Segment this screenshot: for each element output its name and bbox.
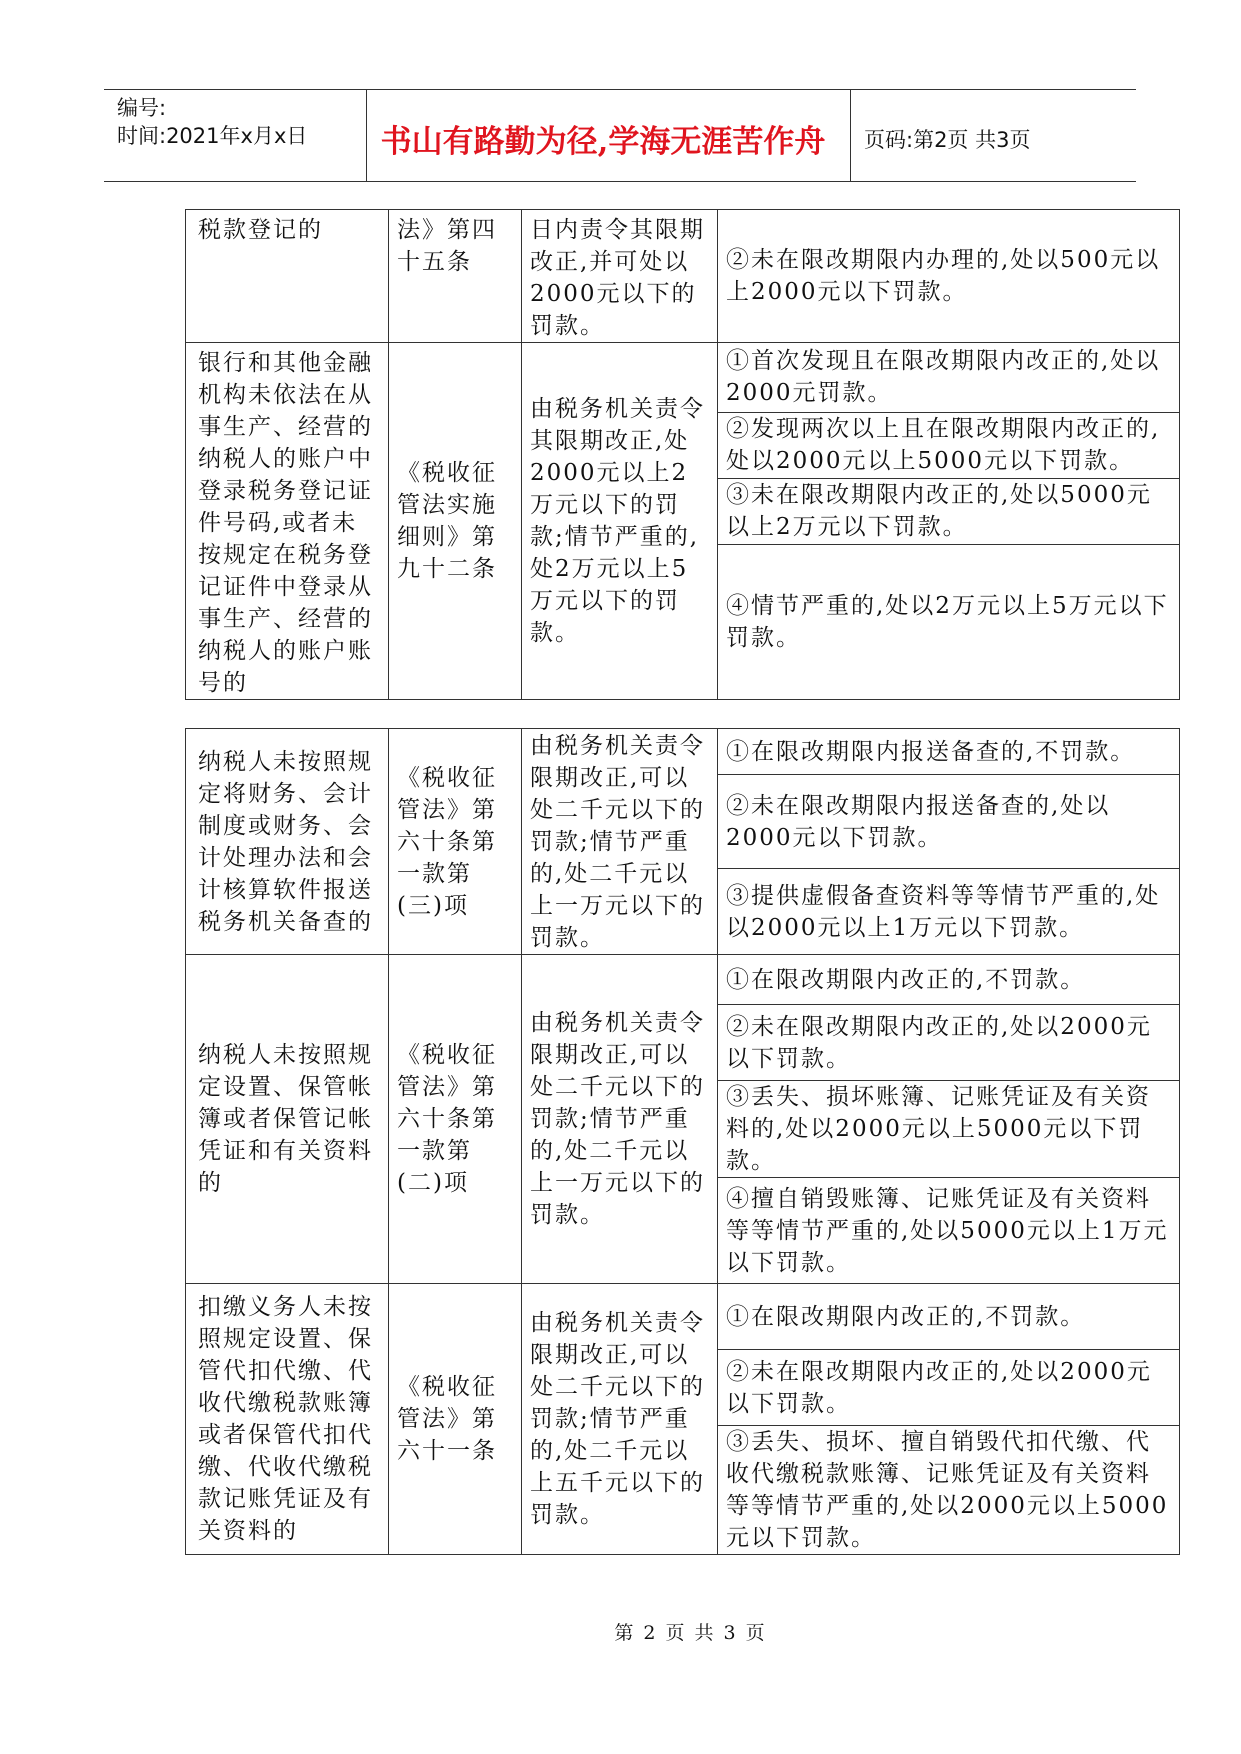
penalty-cell: 由税务机关责令限期改正,可以处二千元以下的罚款;情节严重的,处二千元以上一万元以下的罚款。 (522, 729, 718, 955)
violation-cell: 税款登记的 (186, 210, 389, 343)
penalty-table-2 (185, 728, 1180, 1555)
standard-cell: ②未在限改期限内改正的,处以2000元以下罚款。 (718, 1350, 1180, 1426)
standard-cell: ④情节严重的,处以2万元以上5万元以下罚款。 (718, 545, 1180, 700)
standard-cell: ②未在限改期限内改正的,处以2000元以下罚款。 (718, 1005, 1180, 1081)
penalty-cell: 由税务机关责令其限期改正,处2000元以上2万元以下的罚款;情节严重的,处2万元以上5万元以下的罚款。 (522, 343, 718, 700)
header-divider-right (850, 90, 851, 182)
law-cell: 《税收征管法》第六十一条 (389, 1284, 522, 1555)
standard-cell: ④擅自销毁账簿、记账凭证及有关资料等等情节严重的,处以5000元以上1万元以下罚款。 (718, 1178, 1180, 1284)
violation-cell: 银行和其他金融机构未依法在从事生产、经营的纳税人的账户中登录税务登记证件号码,或者未按规定在税务登记证件中登录从事生产、经营的纳税人的账户账号的 (186, 343, 389, 700)
table-row (186, 343, 1180, 413)
standard-cell: ②发现两次以上且在限改期限内改正的,处以2000元以上5000元以下罚款。 (718, 412, 1180, 478)
violation-cell: 扣缴义务人未按照规定设置、保管代扣代缴、代收代缴税款账簿或者保管代扣代缴、代收代缴税款记账凭证及有关资料的 (186, 1284, 389, 1555)
header-top-rule (104, 89, 1136, 90)
standard-cell: ①首次发现且在限改期限内改正的,处以2000元罚款。 (718, 343, 1180, 413)
penalty-cell: 由税务机关责令限期改正,可以处二千元以下的罚款;情节严重的,处二千元以上五千元以下的罚款。 (522, 1284, 718, 1555)
standard-cell: ③丢失、损坏账簿、记账凭证及有关资料的,处以2000元以上5000元以下罚款。 (718, 1081, 1180, 1178)
table-row (186, 955, 1180, 1005)
standard-cell: ③未在限改期限内改正的,处以5000元以上2万元以下罚款。 (718, 478, 1180, 545)
time-label: 时间:2021年x月x日 (117, 124, 308, 148)
standard-cell: ①在限改期限内改正的,不罚款。 (718, 955, 1180, 1005)
penalty-cell: 日内责令其限期改正,并可处以2000元以下的罚款。 (522, 210, 718, 343)
standard-cell: ②未在限改期限内办理的,处以500元以上2000元以下罚款。 (718, 210, 1180, 343)
standard-cell: ①在限改期限内报送备查的,不罚款。 (718, 729, 1180, 775)
table-row (186, 210, 1180, 343)
law-cell: 法》第四十五条 (389, 210, 522, 343)
page-label: 页码:第2页 共3页 (864, 128, 1031, 152)
violation-cell: 纳税人未按照规定设置、保管帐簿或者保管记帐凭证和有关资料的 (186, 955, 389, 1284)
law-cell: 《税收征管法》第六十条第一款第(二)项 (389, 955, 522, 1284)
penalty-cell: 由税务机关责令限期改正,可以处二千元以下的罚款;情节严重的,处二千元以上一万元以下的罚款。 (522, 955, 718, 1284)
standard-cell: ②未在限改期限内报送备查的,处以2000元以下罚款。 (718, 775, 1180, 869)
standard-cell: ③提供虚假备查资料等等情节严重的,处以2000元以上1万元以下罚款。 (718, 869, 1180, 955)
page-footer: 第 2 页 共 3 页 (614, 1622, 767, 1644)
header-bottom-rule (104, 181, 1136, 182)
penalty-table-1 (185, 209, 1180, 700)
motto: 书山有路勤为径,学海无涯苦作舟 (380, 124, 826, 160)
serial-label: 编号: (117, 96, 167, 120)
law-cell: 《税收征管法实施细则》第九十二条 (389, 343, 522, 700)
law-cell: 《税收征管法》第六十条第一款第(三)项 (389, 729, 522, 955)
table-row (186, 729, 1180, 775)
standard-cell: ③丢失、损坏、擅自销毁代扣代缴、代收代缴税款账簿、记账凭证及有关资料等等情节严重的,处以2000元以上5000元以下罚款。 (718, 1426, 1180, 1555)
violation-cell: 纳税人未按照规定将财务、会计制度或财务、会计处理办法和会计核算软件报送税务机关备查的 (186, 729, 389, 955)
table-row (186, 1284, 1180, 1350)
standard-cell: ①在限改期限内改正的,不罚款。 (718, 1284, 1180, 1350)
